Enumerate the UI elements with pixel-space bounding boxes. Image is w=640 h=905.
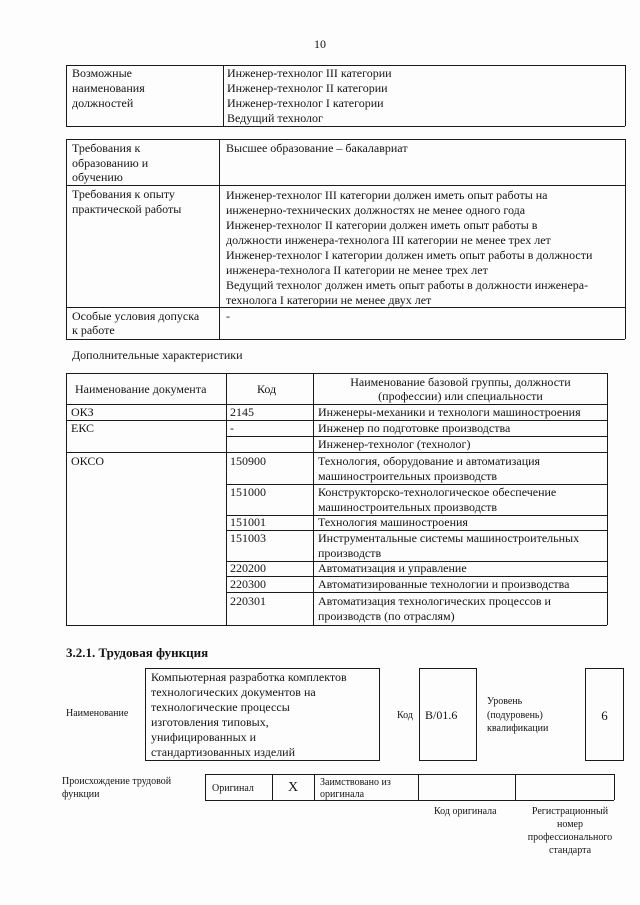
original-label: Оригинал (212, 783, 254, 794)
page-number: 10 (314, 37, 326, 51)
special-conditions-value: - (226, 309, 230, 323)
header-code: Код (257, 382, 277, 396)
additional-characteristics-title: Дополнительные характеристики (72, 348, 243, 362)
qualification-level-value: 6 (601, 708, 608, 723)
original-code-caption: Код оригинала (434, 806, 497, 817)
job-title: Инженер-технолог III категории (227, 66, 392, 80)
document-page: 10 Возможные наименования должностей Инженер-технолог III категории Инженер-технолог II категории Инженер-технолог I категории Ведущий технолог Требования к образованию и обучению Высшее образование – бакалавриат Требования к опыту практической работы Инженер-технолог III категории должен иметь опыт работы на инженерно-технических должностях не менее одного года Инженер-технолог II категории должен иметь опыт работы в должности инженера-технолога III категории не менее трех лет Инженер-технолог I категории должен иметь опыт работы в должности инженера-технолога II категории не менее трех лет Ведущий технолог должен иметь опыт работы в должности инженера- технолога I категории не менее двух лет Особые условия допуска к работе - Дополнительные характеристики Наименование документа Код Наименование базовой группы, должности (профессии) или специальности ОКЗ 2145 Инженеры-механики и технологи машиностроения ЕКС - Инженер по подготовке производства Инженер-технолог (технолог) ОКСО 150900 Технология, оборудование и автоматизация машиностроительных производств 151000 Конструкторско-технологическое обеспечение машиностроительных производств 151001 Технология машиностроения 151003 Инструментальные системы машиностроительных производств 220200 Автоматизация и управление 220300 Автоматизированные технологии и производства 220301 Автоматизация технологических процессов и производств (по отраслям) 3.2.1. Трудовая функция Наименование Компьютерная разработка комплектов технологических документов на технологические процессы изготовления типовых, унифицированных и стандартизованных изделий Код B/01.6 Уровень (подуровень) квалификации 6 Происхождение трудовой функции Оригинал X Заимствовано из оригинала Код оригинала Регистрационный номер профессионального стандарта (0, 0, 640, 905)
job-title: Инженер-технолог I категории (227, 96, 384, 110)
job-title: Ведущий технолог (227, 111, 323, 125)
education-value: Высшее образование – бакалавриат (226, 141, 408, 155)
job-title: Инженер-технолог II категории (227, 81, 388, 95)
function-name-label: Наименование (66, 708, 129, 719)
function-code-label: Код (397, 710, 413, 721)
function-code-value: B/01.6 (425, 708, 458, 722)
section-heading: 3.2.1. Трудовая функция (66, 645, 209, 660)
header-document: Наименование документа (75, 382, 207, 396)
original-mark: X (287, 780, 299, 795)
